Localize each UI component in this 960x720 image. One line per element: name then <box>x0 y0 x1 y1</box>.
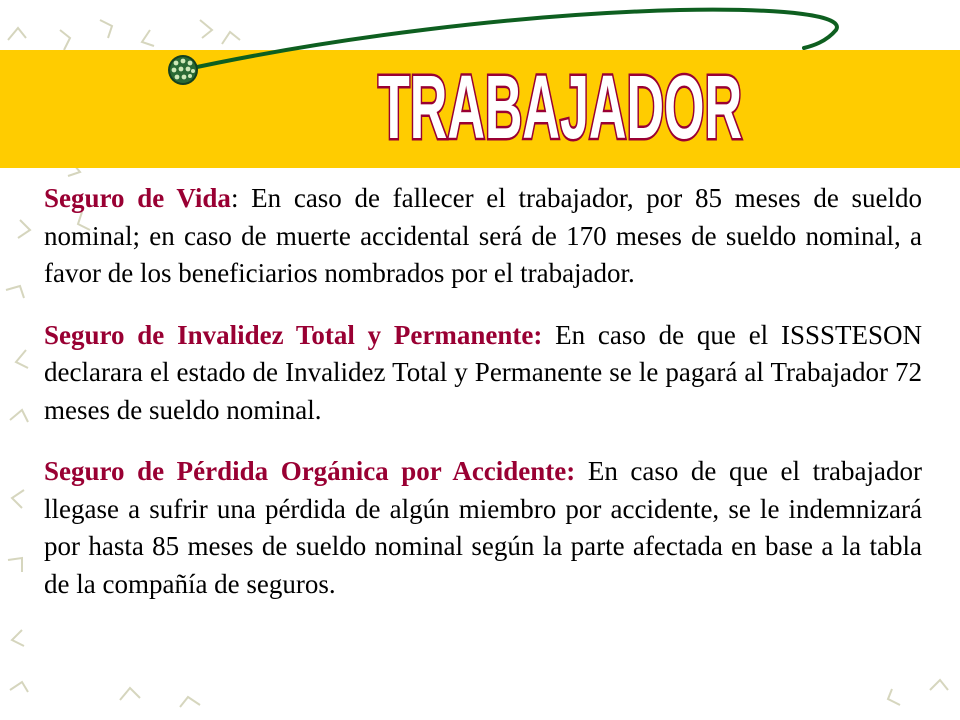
paragraph-seguro-invalidez <box>44 317 922 430</box>
term-seguro-invalidez: Seguro de Invalidez Total y Permanente: <box>44 319 543 350</box>
paragraph-seguro-vida <box>44 180 922 293</box>
paragraph-text: En caso de fallecer el trabajador, por 85 meses de sueldo nominal; en caso de muerte accidental será de 170 meses de sueldo nominal, a favor de los beneficiarios nombrados por el trabajador. <box>44 183 922 288</box>
sphere-bullet-icon <box>168 55 198 85</box>
content-body <box>44 180 922 627</box>
term-seguro-vida: Seguro de Vida <box>44 183 231 213</box>
paragraph-seguro-perdida <box>44 453 922 603</box>
paragraph-text: En caso de que el trabajador llegase a sufrir una pérdida de algún miembro por accidente, se le indemnizará por hasta 85 meses de sueldo nominal según la parte afectada en base a la tabla de la compañía de seguros. <box>44 456 923 599</box>
separator: : <box>230 183 239 213</box>
term-seguro-perdida: Seguro de Pérdida Orgánica por Accidente: <box>44 456 576 486</box>
svg-text:TRABAJADOR: TRABAJADOR <box>378 58 742 158</box>
slide-title <box>250 58 870 158</box>
paragraph-text: En caso de que el ISSSTESON declarara el estado de Invalidez Total y Permanente se le pagará al Trabajador 72 meses de sueldo nominal. <box>44 319 922 425</box>
